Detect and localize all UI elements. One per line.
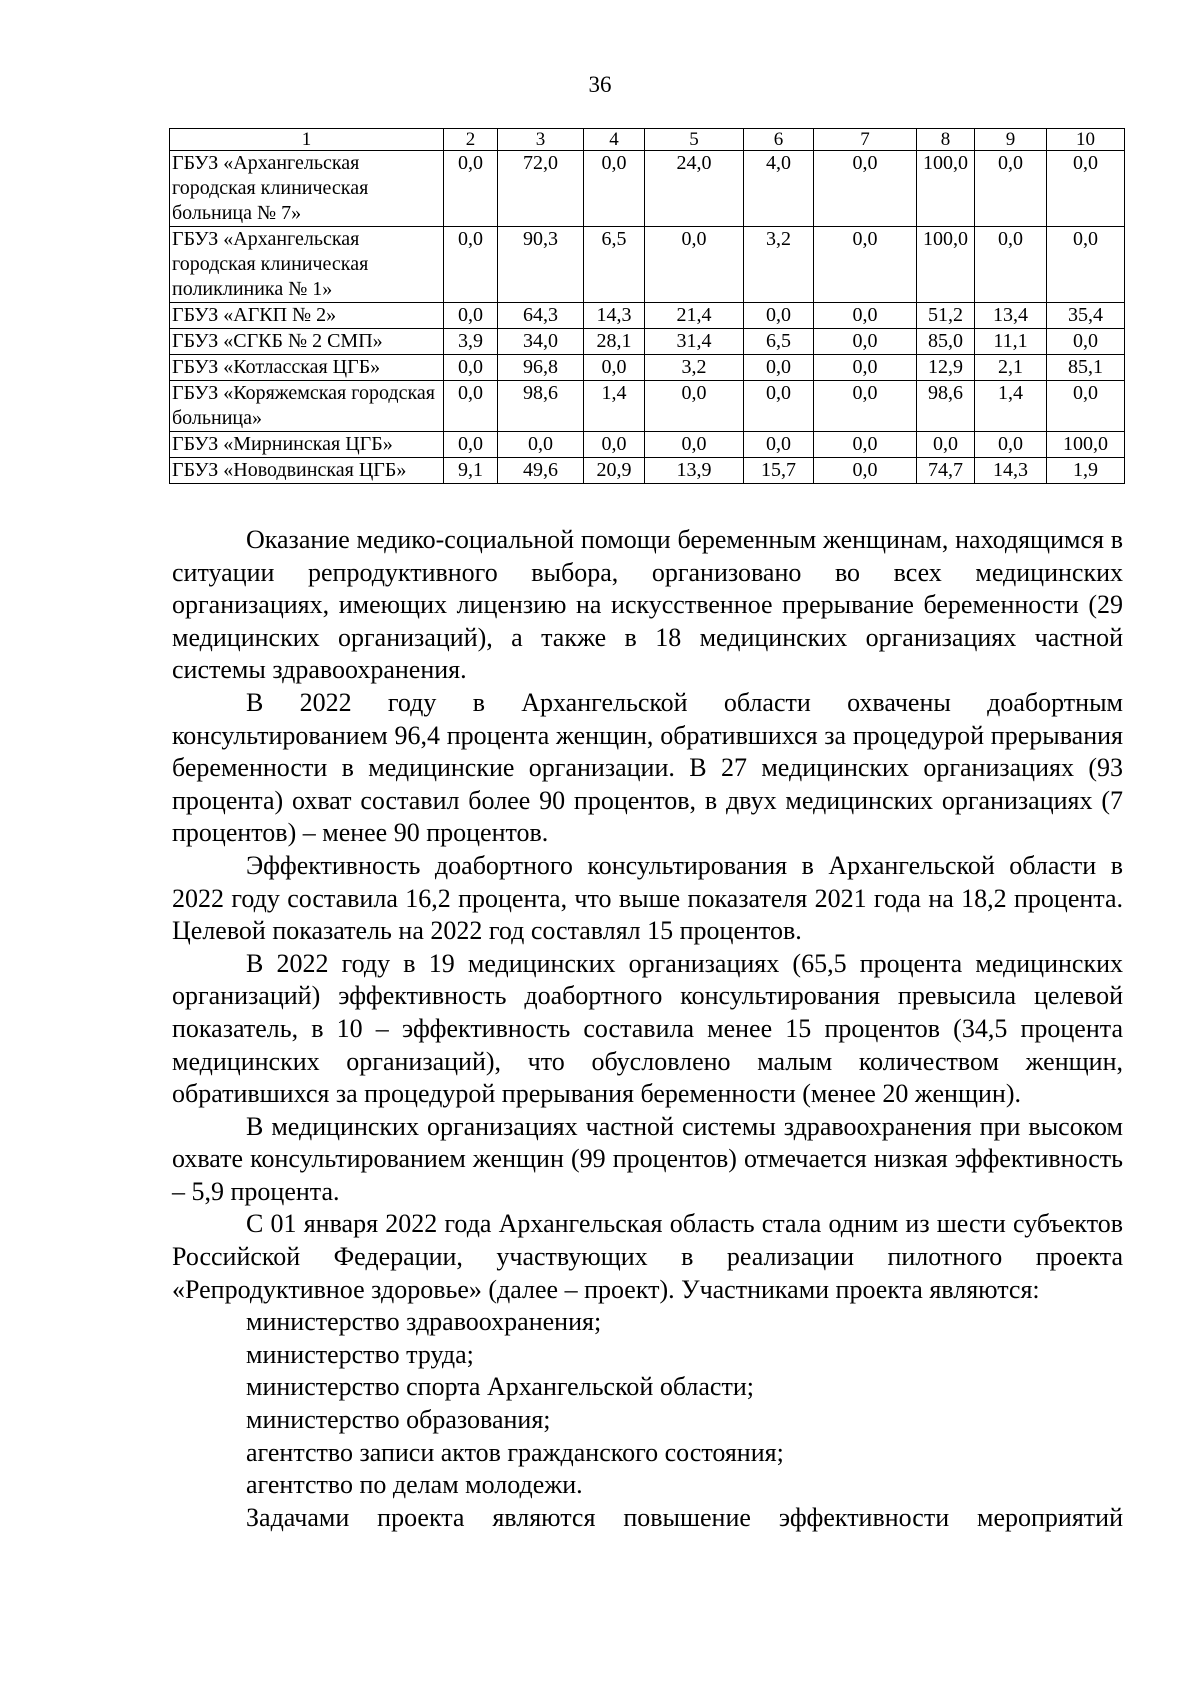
value-cell: 0,0 bbox=[584, 151, 645, 227]
value-cell: 0,0 bbox=[744, 355, 814, 381]
value-cell: 9,1 bbox=[444, 458, 498, 484]
organization-name-cell: ГБУЗ «АГКП № 2» bbox=[170, 303, 444, 329]
participant-item: министерство образования; bbox=[246, 1405, 551, 1435]
value-cell: 21,4 bbox=[645, 303, 744, 329]
organization-name-cell: ГБУЗ «Архангельская городская клиническая больница № 7» bbox=[170, 151, 444, 227]
table-row bbox=[170, 227, 1125, 303]
value-cell: 0,0 bbox=[444, 227, 498, 303]
value-cell: 74,7 bbox=[917, 458, 975, 484]
value-cell: 0,0 bbox=[975, 432, 1047, 458]
statistics-table bbox=[169, 128, 1125, 484]
table-row bbox=[170, 432, 1125, 458]
value-cell: 100,0 bbox=[917, 227, 975, 303]
value-cell: 96,8 bbox=[498, 355, 584, 381]
value-cell: 6,5 bbox=[584, 227, 645, 303]
value-cell: 0,0 bbox=[814, 303, 917, 329]
value-cell: 3,2 bbox=[645, 355, 744, 381]
value-cell: 0,0 bbox=[645, 227, 744, 303]
value-cell: 0,0 bbox=[444, 381, 498, 432]
value-cell: 0,0 bbox=[444, 355, 498, 381]
value-cell: 1,4 bbox=[584, 381, 645, 432]
value-cell: 13,9 bbox=[645, 458, 744, 484]
paragraph: Эффективность доабортного консультирования в Архангельской области в 2022 году составила 16,2 процента, что выше показателя 2021 года на 18,2 процента. Целевой показатель на 2022 год составлял 15 процентов. bbox=[172, 850, 1123, 946]
value-cell: 0,0 bbox=[744, 303, 814, 329]
organization-name-cell: ГБУЗ «Коряжемская городская больница» bbox=[170, 381, 444, 432]
value-cell: 90,3 bbox=[498, 227, 584, 303]
value-cell: 0,0 bbox=[1047, 227, 1125, 303]
value-cell: 35,4 bbox=[1047, 303, 1125, 329]
value-cell: 98,6 bbox=[917, 381, 975, 432]
value-cell: 0,0 bbox=[1047, 151, 1125, 227]
header-cell: 5 bbox=[645, 129, 744, 151]
value-cell: 0,0 bbox=[1047, 381, 1125, 432]
value-cell: 0,0 bbox=[814, 355, 917, 381]
organization-name-cell: ГБУЗ «Новодвинская ЦГБ» bbox=[170, 458, 444, 484]
value-cell: 34,0 bbox=[498, 329, 584, 355]
participant-item: министерство спорта Архангельской области; bbox=[246, 1372, 754, 1402]
value-cell: 0,0 bbox=[584, 432, 645, 458]
value-cell: 0,0 bbox=[814, 458, 917, 484]
value-cell: 0,0 bbox=[444, 151, 498, 227]
header-cell: 8 bbox=[917, 129, 975, 151]
body-text bbox=[172, 524, 1123, 1534]
value-cell: 0,0 bbox=[814, 329, 917, 355]
header-cell: 10 bbox=[1047, 129, 1125, 151]
value-cell: 12,9 bbox=[917, 355, 975, 381]
value-cell: 0,0 bbox=[814, 227, 917, 303]
participant-item: агентство записи актов гражданского состояния; bbox=[246, 1437, 784, 1467]
value-cell: 4,0 bbox=[744, 151, 814, 227]
value-cell: 6,5 bbox=[744, 329, 814, 355]
table-row bbox=[170, 151, 1125, 227]
value-cell: 0,0 bbox=[917, 432, 975, 458]
value-cell: 0,0 bbox=[444, 303, 498, 329]
value-cell: 20,9 bbox=[584, 458, 645, 484]
paragraph: Оказание медико-социальной помощи беременным женщинам, находящимся в ситуации репродуктивного выбора, организовано во всех медицинских организациях, имеющих лицензию на искусственное прерывание беременности (29 медицинских организаций), а также в 18 медицинских организациях частной системы здравоохранения. bbox=[172, 525, 1123, 685]
value-cell: 1,4 bbox=[975, 381, 1047, 432]
closing-paragraph: Задачами проекта являются повышение эффективности мероприятий bbox=[246, 1502, 1123, 1532]
paragraph: В медицинских организациях частной системы здравоохранения при высоком охвате консультированием женщин (99 процентов) отмечается низкая эффективность – 5,9 процента. bbox=[172, 1111, 1123, 1206]
value-cell: 0,0 bbox=[814, 381, 917, 432]
header-cell: 4 bbox=[584, 129, 645, 151]
organization-name-cell: ГБУЗ «Котласская ЦГБ» bbox=[170, 355, 444, 381]
value-cell: 0,0 bbox=[584, 355, 645, 381]
value-cell: 2,1 bbox=[975, 355, 1047, 381]
value-cell: 85,0 bbox=[917, 329, 975, 355]
value-cell: 13,4 bbox=[975, 303, 1047, 329]
value-cell: 28,1 bbox=[584, 329, 645, 355]
table-row bbox=[170, 381, 1125, 432]
value-cell: 0,0 bbox=[645, 432, 744, 458]
value-cell: 14,3 bbox=[975, 458, 1047, 484]
header-cell: 6 bbox=[744, 129, 814, 151]
value-cell: 11,1 bbox=[975, 329, 1047, 355]
value-cell: 15,7 bbox=[744, 458, 814, 484]
paragraph: С 01 января 2022 года Архангельская область стала одним из шести субъектов Российской Федерации, участвующих в реализации пилотного проекта «Репродуктивное здоровье» (далее – проект). Участниками проекта являются: bbox=[172, 1209, 1123, 1304]
value-cell: 85,1 bbox=[1047, 355, 1125, 381]
header-cell: 7 bbox=[814, 129, 917, 151]
value-cell: 0,0 bbox=[814, 432, 917, 458]
table-row bbox=[170, 355, 1125, 381]
value-cell: 24,0 bbox=[645, 151, 744, 227]
value-cell: 64,3 bbox=[498, 303, 584, 329]
page-number: 36 bbox=[588, 72, 612, 97]
participant-item: агентство по делам молодежи. bbox=[246, 1470, 583, 1500]
value-cell: 72,0 bbox=[498, 151, 584, 227]
header-cell: 1 bbox=[170, 129, 444, 151]
paragraph: В 2022 году в Архангельской области охвачены доабортным консультированием 96,4 процента женщин, обратившихся за процедурой прерывания беременности в медицинские организации. В 27 медицинских организациях (93 процента) охват составил более 90 процентов, в двух медицинских организациях (7 процентов) – менее 90 процентов. bbox=[172, 687, 1123, 848]
value-cell: 14,3 bbox=[584, 303, 645, 329]
value-cell: 3,9 bbox=[444, 329, 498, 355]
value-cell: 3,2 bbox=[744, 227, 814, 303]
table-header-row bbox=[170, 129, 1125, 151]
value-cell: 98,6 bbox=[498, 381, 584, 432]
value-cell: 0,0 bbox=[1047, 329, 1125, 355]
header-cell: 3 bbox=[498, 129, 584, 151]
organization-name-cell: ГБУЗ «Архангельская городская клиническая поликлиника № 1» bbox=[170, 227, 444, 303]
value-cell: 31,4 bbox=[645, 329, 744, 355]
value-cell: 1,9 bbox=[1047, 458, 1125, 484]
value-cell: 0,0 bbox=[975, 227, 1047, 303]
table-row bbox=[170, 458, 1125, 484]
value-cell: 100,0 bbox=[917, 151, 975, 227]
value-cell: 0,0 bbox=[814, 151, 917, 227]
header-cell: 9 bbox=[975, 129, 1047, 151]
value-cell: 100,0 bbox=[1047, 432, 1125, 458]
table-row bbox=[170, 329, 1125, 355]
organization-name-cell: ГБУЗ «СГКБ № 2 СМП» bbox=[170, 329, 444, 355]
value-cell: 0,0 bbox=[645, 381, 744, 432]
value-cell: 0,0 bbox=[744, 432, 814, 458]
value-cell: 0,0 bbox=[498, 432, 584, 458]
value-cell: 51,2 bbox=[917, 303, 975, 329]
value-cell: 49,6 bbox=[498, 458, 584, 484]
participant-item: министерство здравоохранения; bbox=[246, 1307, 602, 1337]
paragraph: В 2022 году в 19 медицинских организациях (65,5 процента медицинских организаций) эффективность доабортного консультирования превысила целевой показатель, в 10 – эффективность составила менее 15 процентов (34,5 процента медицинских организаций), что обусловлено малым количеством женщин, обратившихся за процедурой прерывания беременности (менее 20 женщин). bbox=[172, 948, 1123, 1109]
table-row bbox=[170, 303, 1125, 329]
value-cell: 0,0 bbox=[744, 381, 814, 432]
organization-name-cell: ГБУЗ «Мирнинская ЦГБ» bbox=[170, 432, 444, 458]
value-cell: 0,0 bbox=[444, 432, 498, 458]
value-cell: 0,0 bbox=[975, 151, 1047, 227]
participant-item: министерство труда; bbox=[246, 1339, 474, 1369]
header-cell: 2 bbox=[444, 129, 498, 151]
